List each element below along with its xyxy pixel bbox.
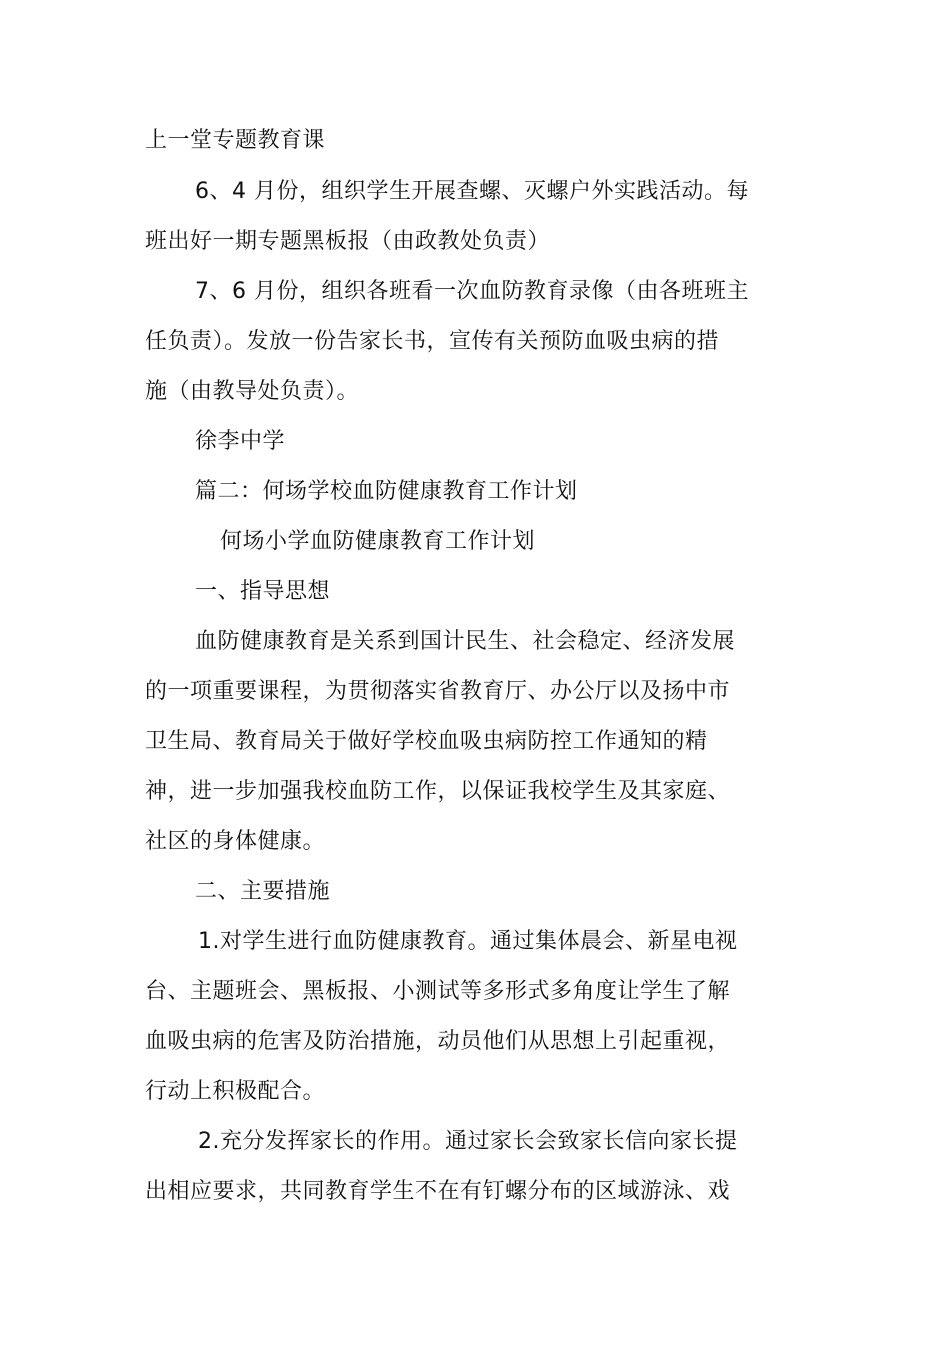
text-line: 施（由教导处负责）。 — [145, 379, 360, 404]
text-line: 2.充分发挥家长的作用。通过家长会致家长信向家长提 — [198, 1129, 738, 1154]
text-line: 班出好一期专题黑板报（由政教处负责） — [145, 229, 551, 254]
text-line: 行动上积极配合。 — [145, 1079, 326, 1104]
subheading-main-measures: 二、主要措施 — [195, 879, 331, 904]
text-line: 神，进一步加强我校血防工作，以保证我校学生及其家庭、 — [145, 779, 731, 804]
section-heading: 篇二：何场学校血防健康教育工作计划 — [195, 479, 578, 504]
text-line: 出相应要求，共同教育学生不在有钉螺分布的区域游泳、戏 — [145, 1179, 731, 1204]
subheading-guiding-ideas: 一、指导思想 — [195, 579, 331, 604]
text-line: 血防健康教育是关系到国计民生、社会稳定、经济发展 — [195, 629, 736, 654]
document-title: 何场小学血防健康教育工作计划 — [220, 529, 536, 554]
text-line: 7、6 月份，组织各班看一次血防教育录像（由各班班主 — [195, 279, 749, 304]
signature-school: 徐李中学 — [195, 429, 286, 454]
text-line: 1.对学生进行血防健康教育。通过集体晨会、新星电视 — [198, 929, 738, 954]
text-line: 6、4 月份，组织学生开展查螺、灭螺户外实践活动。每 — [195, 179, 749, 204]
text-line: 的一项重要课程，为贯彻落实省教育厅、办公厅以及扬中市 — [145, 679, 731, 704]
text-line: 台、主题班会、黑板报、小测试等多形式多角度让学生了解 — [145, 979, 731, 1004]
text-line: 上一堂专题教育课 — [145, 128, 326, 153]
text-line: 血吸虫病的危害及防治措施，动员他们从思想上引起重视， — [145, 1029, 731, 1054]
text-line: 任负责）。发放一份告家长书，宣传有关预防血吸虫病的措 — [145, 329, 720, 354]
text-line: 社区的身体健康。 — [145, 829, 326, 854]
text-line: 卫生局、教育局关于做好学校血吸虫病防控工作通知的精 — [145, 729, 708, 754]
